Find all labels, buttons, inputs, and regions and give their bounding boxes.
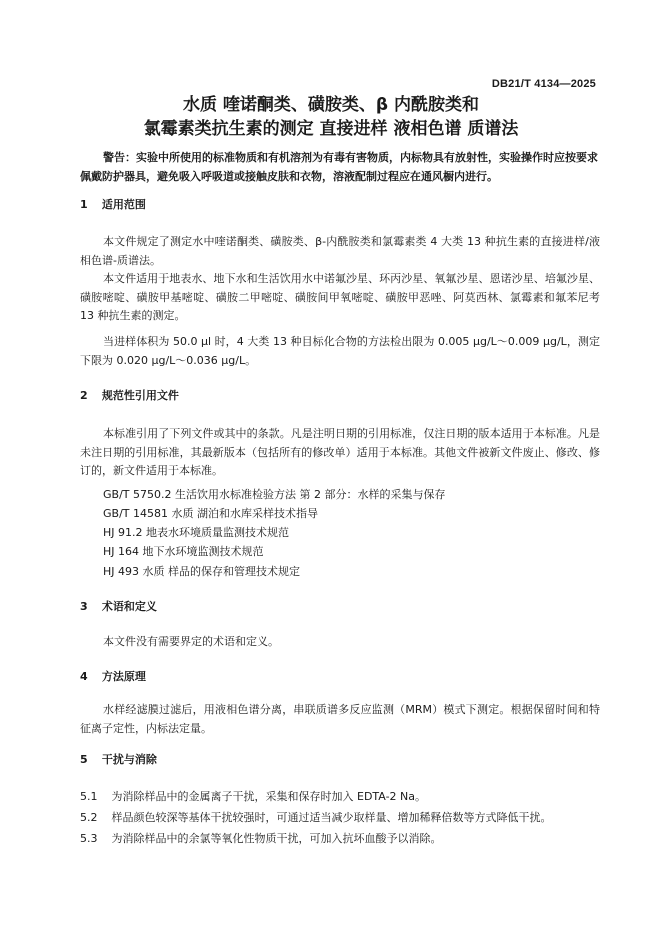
section-number: 4 bbox=[80, 670, 88, 683]
reference-item: GB/T 5750.2 生活饮用水标准检验方法 第 2 部分：水样的采集与保存 bbox=[103, 488, 446, 501]
section-number: 2 bbox=[80, 389, 88, 402]
document-title-line-2: 氯霉素类抗生素的测定 直接进样 液相色谱 质谱法 bbox=[143, 119, 519, 139]
clause-text: 为消除样品中的金属离子干扰，采集和保存时加入 EDTA-2 Na。 bbox=[111, 790, 426, 803]
document-title-line-1: 水质 喹诺酮类、磺胺类、β 内酰胺类和 bbox=[182, 95, 479, 115]
paragraph: 本文件没有需要界定的术语和定义。 bbox=[103, 635, 279, 648]
section-number: 3 bbox=[80, 600, 88, 613]
section-heading-normative-references bbox=[80, 388, 179, 404]
section-title: 规范性引用文件 bbox=[101, 389, 179, 402]
section-heading-scope bbox=[80, 197, 146, 213]
reference-item: HJ 91.2 地表水环境质量监测技术规范 bbox=[103, 526, 289, 539]
section-number: 5 bbox=[80, 753, 88, 766]
section-heading-interference bbox=[80, 752, 157, 768]
paragraph: 水样经滤膜过滤后，用液相色谱分离，串联质谱多反应监测（MRM）模式下测定。根据保留时间和特征离子定性，内标法定量。 bbox=[80, 703, 600, 735]
section-title: 适用范围 bbox=[101, 198, 146, 211]
clause-item bbox=[80, 810, 552, 826]
clause-item bbox=[80, 789, 426, 805]
section-title: 干扰与消除 bbox=[101, 753, 157, 766]
clause-number: 5.2 bbox=[80, 811, 98, 824]
clause-number: 5.3 bbox=[80, 832, 98, 845]
reference-item: HJ 164 地下水环境监测技术规范 bbox=[103, 545, 264, 558]
section-title: 术语和定义 bbox=[101, 600, 157, 613]
clause-item bbox=[80, 831, 442, 847]
paragraph: 本文件规定了测定水中喹诺酮类、磺胺类、β-内酰胺类和氯霉素类 4 大类 13 种抗生素的直接进样/液相色谱-质谱法。 bbox=[80, 235, 600, 267]
reference-item: HJ 493 水质 样品的保存和管理技术规定 bbox=[103, 565, 300, 578]
paragraph: 本文件适用于地表水、地下水和生活饮用水中诺氟沙星、环丙沙星、氧氟沙星、恩诺沙星、培氟沙星、磺胺嘧啶、磺胺甲基嘧啶、磺胺二甲嘧啶、磺胺间甲氧嘧啶、磺胺甲恶唑、阿莫西林、氯霉素和氟苯尼考 13 种抗生素的测定。 bbox=[80, 272, 600, 323]
warning-paragraph: 警告：实验中所使用的标准物质和有机溶剂为有毒有害物质，内标物具有放射性，实验操作时应按要求佩戴防护器具，避免吸入呼吸道或接触皮肤和衣物，溶液配制过程应在通风橱内进行。 bbox=[80, 151, 598, 183]
standard-number: DB21/T 4134—2025 bbox=[491, 78, 596, 90]
paragraph: 当进样体积为 50.0 μl 时，4 大类 13 种目标化合物的方法检出限为 0.005 μg/L～0.009 μg/L，测定下限为 0.020 μg/L～0.036 μg/L。 bbox=[80, 335, 600, 367]
section-title: 方法原理 bbox=[101, 670, 146, 683]
clause-text: 为消除样品中的余氯等氧化性物质干扰，可加入抗坏血酸予以消除。 bbox=[111, 832, 442, 845]
section-number: 1 bbox=[80, 198, 88, 211]
section-heading-terms bbox=[80, 599, 157, 615]
reference-item: GB/T 14581 水质 湖泊和水库采样技术指导 bbox=[103, 507, 318, 520]
section-heading-principle bbox=[80, 669, 146, 685]
clause-text: 样品颜色较深等基体干扰较强时，可通过适当减少取样量、增加稀释倍数等方式降低干扰。 bbox=[111, 811, 552, 824]
clause-number: 5.1 bbox=[80, 790, 98, 803]
paragraph: 本标准引用了下列文件或其中的条款。凡是注明日期的引用标准，仅注日期的版本适用于本标准。凡是未注日期的引用标准，其最新版本（包括所有的修改单）适用于本标准。其他文件被新文件废止、修改、修订的，新文件适用于本标准。 bbox=[80, 427, 600, 478]
